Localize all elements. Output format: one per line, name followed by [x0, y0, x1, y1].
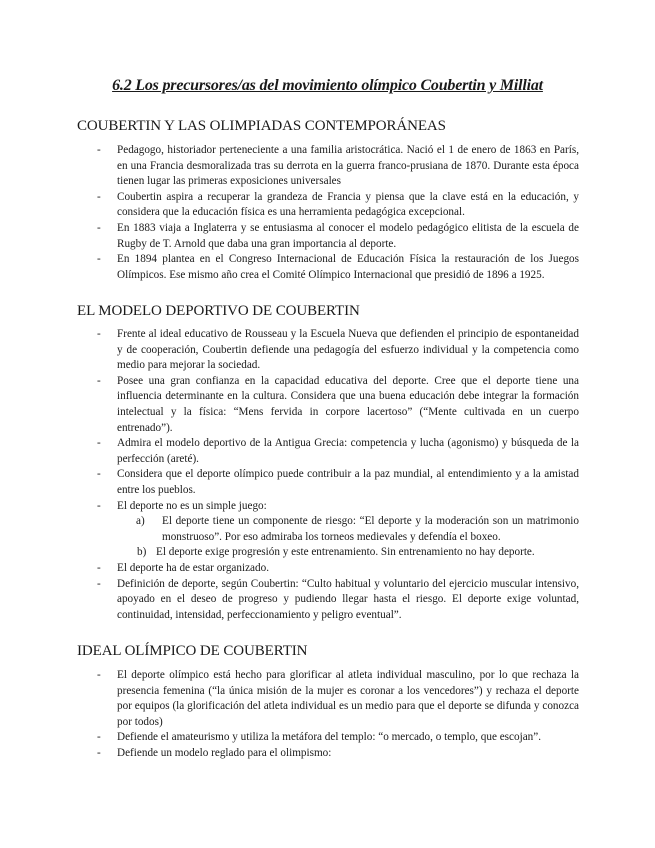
bullet-dash: -	[97, 253, 101, 266]
bullet-dash: -	[97, 499, 101, 512]
list-item: - Definición de deporte, según Coubertin: “Culto habitual y voluntario del ejercicio muscular intensivo, apoyado en el deseo de progreso y pudiendo llegar hasta el riesgo. El deporte exige voluntad, continuidad, intensidad, perfeccionamiento y peligro eventual”.	[97, 577, 579, 621]
list-item: - Considera que el deporte olímpico puede contribuir a la paz mundial, al entendimiento y a la amistad entre los pueblos.	[97, 468, 579, 496]
list-item: - El deporte ha de estar organizado.	[97, 561, 579, 577]
list-item: - Defiende el amateurismo y utiliza la metáfora del templo: “o mercado, o templo, que escojan”.	[97, 730, 579, 746]
section-list-coubertin-olimpiadas	[97, 143, 579, 283]
bullet-dash: -	[97, 144, 101, 156]
sub-item-marker: b)	[137, 546, 147, 559]
section-list-ideal-olimpico	[97, 668, 579, 762]
list-item: - En 1883 viaja a Inglaterra y se entusiasma al conocer el modelo pedagógico elitista de la escuela de Rugby de T. Arnold que daba una gran importancia al deporte.	[97, 221, 579, 250]
sub-item-marker: a)	[136, 515, 145, 528]
list-item: - El deporte olímpico está hecho para glorificar al atleta individual masculino, por lo que rechaza la presencia femenina (“la única misión de la mujer es coronar a los vencedores”) y rechaza el deporte por equipos (la glorificación del atleta individual es un medio para que el deporte se difunda y conozca por todos)	[97, 669, 579, 728]
list-item: - Defiende un modelo reglado para el olimpismo:	[97, 746, 579, 762]
bullet-dash: -	[97, 561, 101, 574]
bullet-dash: -	[97, 221, 101, 234]
page-title: 6.2 Los precursores/as del movimiento olímpico Coubertin y Milliat	[112, 77, 543, 94]
section-heading-modelo-deportivo: EL MODELO DEPORTIVO DE COUBERTIN	[77, 303, 360, 319]
list-item: - Admira el modelo deportivo de la Antigua Grecia: competencia y lucha (agonismo) y búsqueda de la perfección (areté).	[97, 437, 579, 465]
list-item: - El deporte no es un simple juego:	[97, 499, 579, 515]
sub-list-item: b) El deporte exige progresión y este entrenamiento. Sin entrenamiento no hay deporte.	[136, 545, 579, 561]
list-item: - En 1894 plantea en el Congreso Internacional de Educación Física la restauración de los Juegos Olímpicos. Ese mismo año crea el Comité Olímpico Internacional que presidió de 1896 a 1925.	[97, 253, 579, 281]
bullet-dash: -	[97, 328, 101, 340]
sub-list-item: a) El deporte tiene un componente de riesgo: “El deporte y la moderación son un matrimonio monstruoso”. Por eso admiraba los torneos medievales y defendía el boxeo.	[136, 515, 579, 543]
bullet-dash: -	[97, 731, 101, 744]
bullet-dash: -	[97, 746, 101, 759]
section-heading-coubertin-olimpiadas: COUBERTIN Y LAS OLIMPIADAS CONTEMPORÁNEAS	[77, 118, 446, 134]
bullet-dash: -	[97, 577, 101, 590]
section-heading-ideal-olimpico: IDEAL OLÍMPICO DE COUBERTIN	[77, 643, 308, 659]
bullet-dash: -	[97, 669, 101, 681]
bullet-dash: -	[97, 190, 101, 203]
list-item: - Coubertin aspira a recuperar la grandeza de Francia y piensa que la clave está en la educación, y considera que la educación física es una herramienta pedagógica excepcional.	[97, 190, 579, 219]
section-list-modelo-deportivo	[97, 327, 579, 623]
bullet-dash: -	[97, 468, 101, 481]
bullet-dash: -	[97, 437, 101, 450]
list-item: - Posee una gran confianza en la capacidad educativa del deporte. Cree que el deporte tiene una influencia determinante en la cultura. Considera que una buena educación debe integrar la formación intelectual y la física: “Mens fervida in corpore lacertoso” (“Mente cultivada en un cuerpo entrenado”).	[97, 374, 579, 434]
bullet-dash: -	[97, 374, 101, 387]
list-item: - Frente al ideal educativo de Rousseau y la Escuela Nueva que defienden el principio de espontaneidad y de cooperación, Coubertin defiende una pedagogía del esfuerzo individual y la competencia como medio para mejorar la sociedad.	[97, 328, 579, 372]
list-item: - Pedagogo, historiador perteneciente a una familia aristocrática. Nació el 1 de enero de 1863 en París, en una Francia desmoralizada tras su derrota en la guerra franco-prusiana de 1870. Durante esta época tienen lugar las primeras exposiciones universales	[97, 144, 579, 188]
